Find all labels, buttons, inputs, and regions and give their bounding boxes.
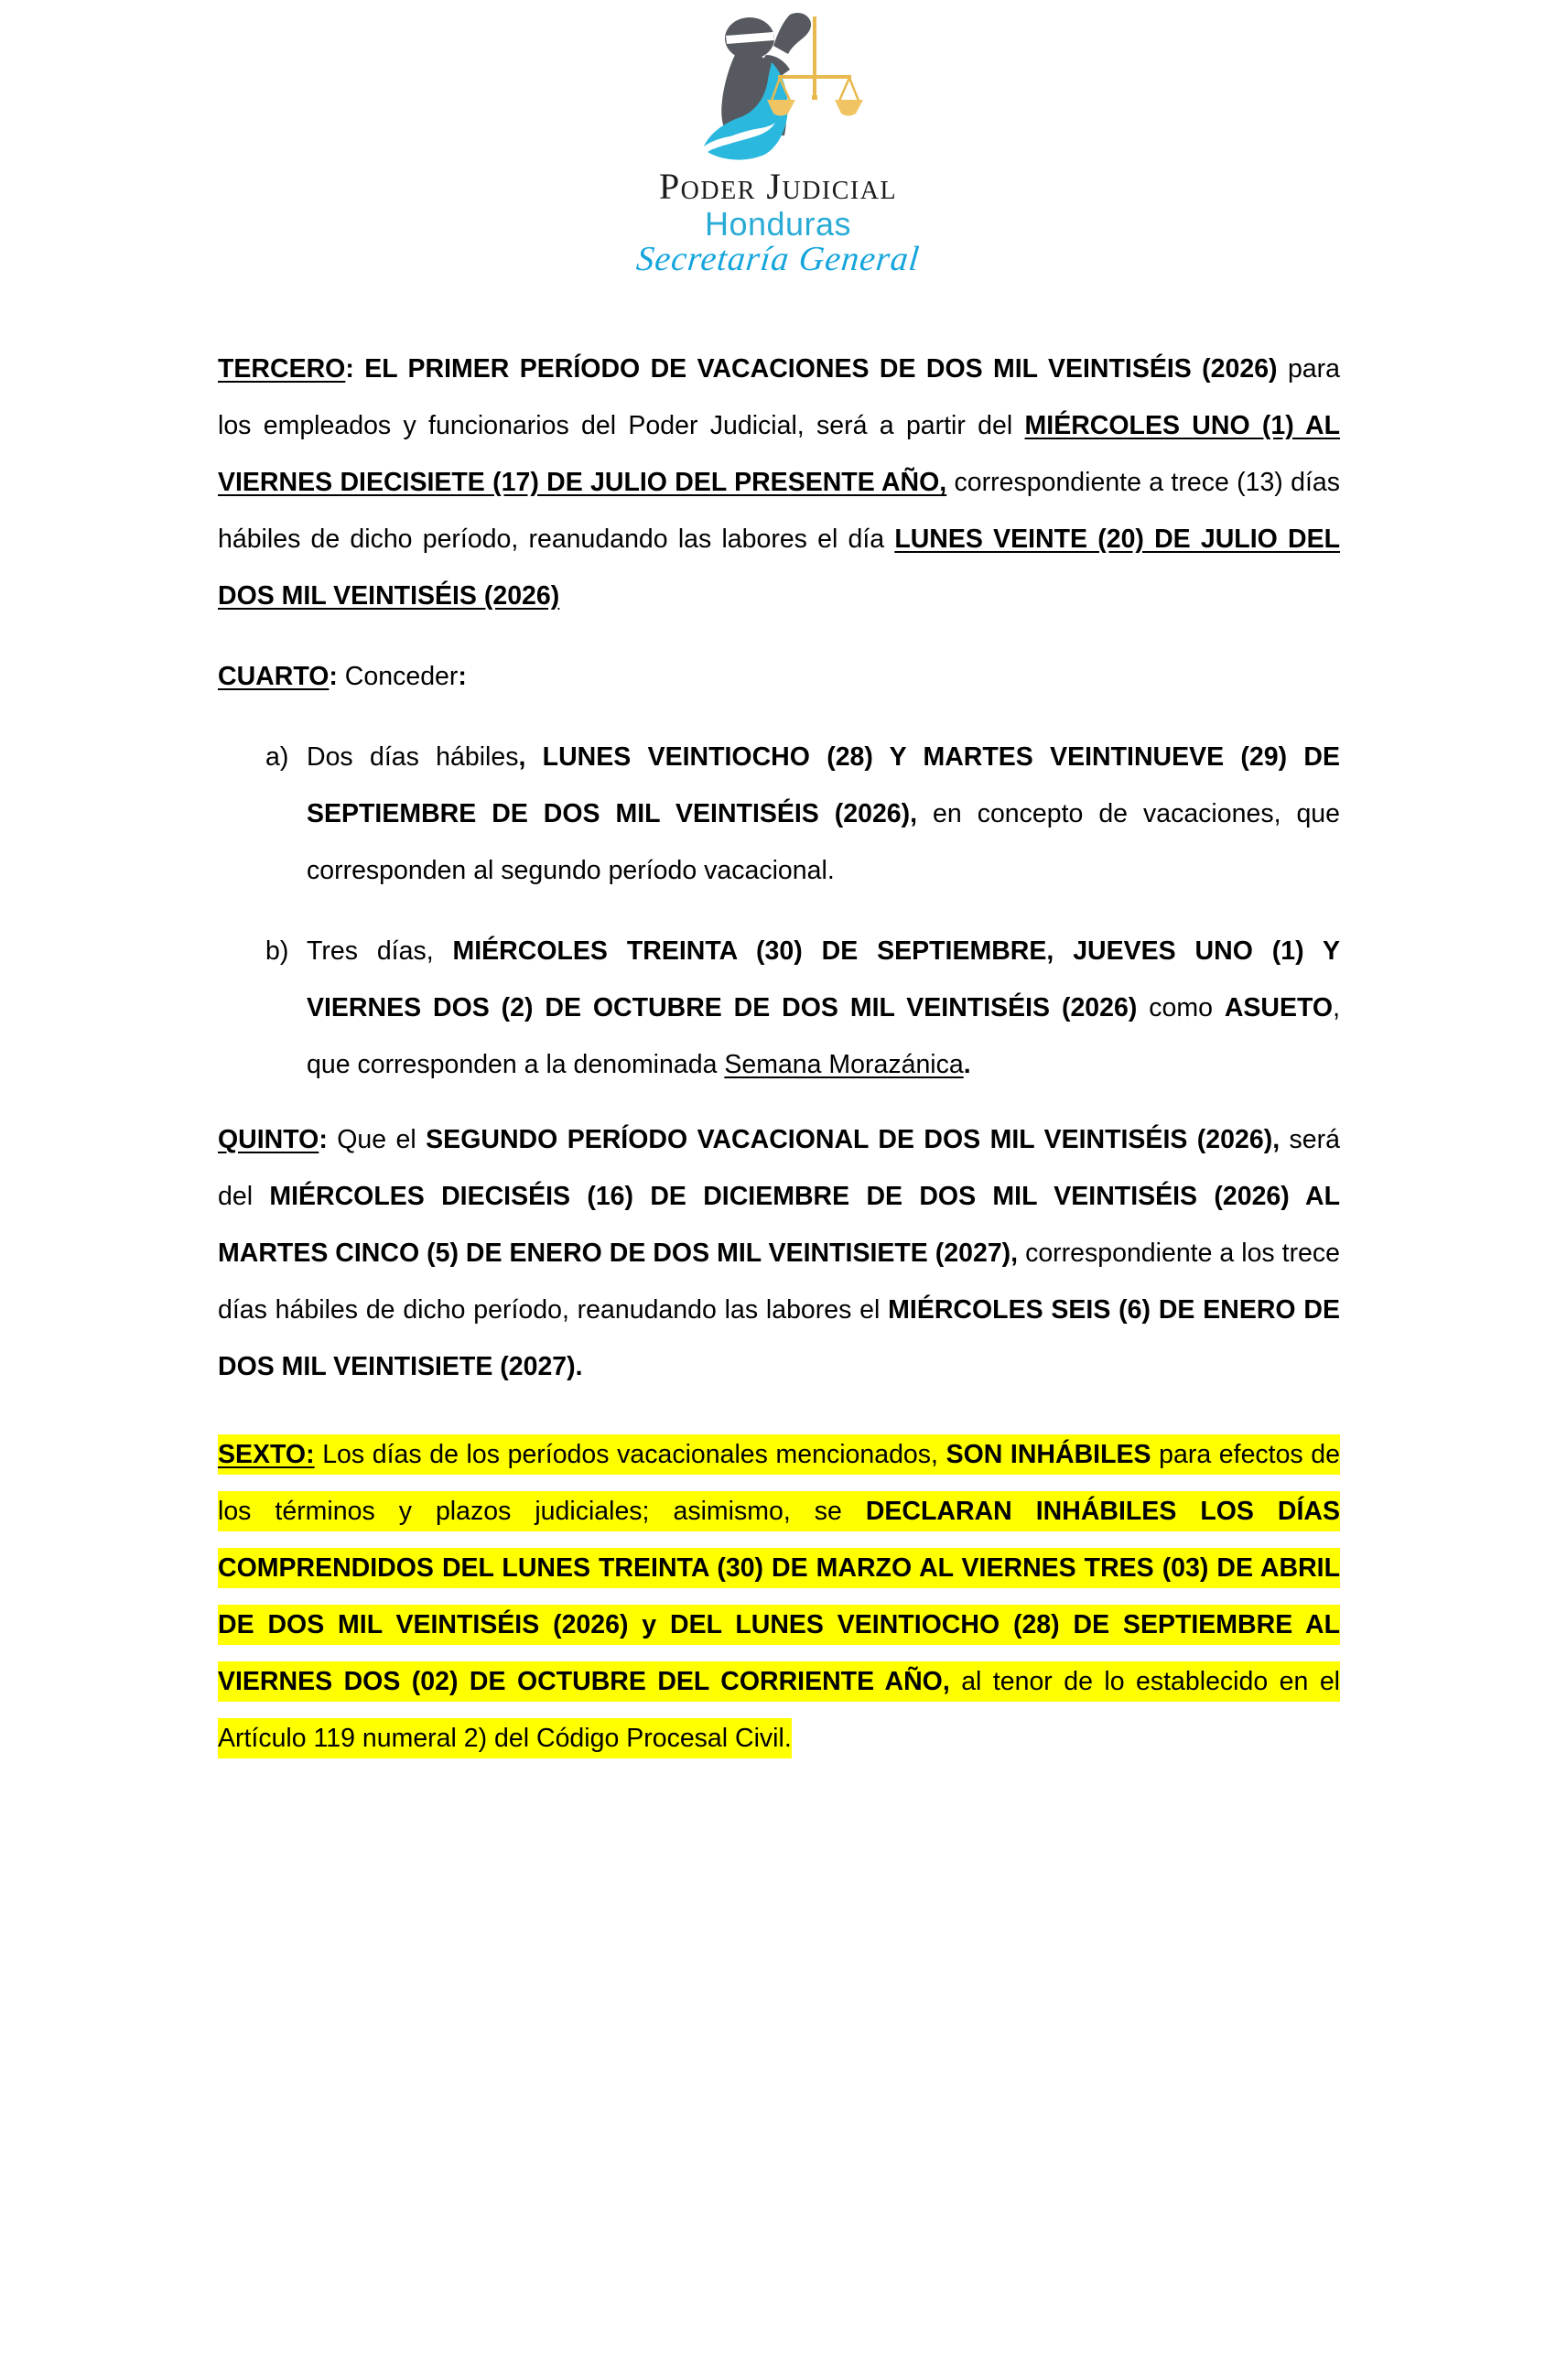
clause-cuarto-colon: : bbox=[329, 662, 338, 691]
clause-sexto-seg5: al tenor de lo establecido en el Artículo 119 numeral 2) del Código Procesal Civil. bbox=[218, 1661, 1340, 1758]
list-item-b-seg4: ASUETO bbox=[1224, 993, 1334, 1022]
clause-quinto-label: QUINTO bbox=[218, 1125, 319, 1154]
clause-quinto bbox=[218, 1111, 1340, 1395]
clause-tercero-seg2: para los empleados y funcionarios del Poder Judicial, será a partir del bbox=[218, 354, 1340, 440]
clause-tercero-seg5: LUNES VEINTE (20) DE JULIO DEL DOS MIL VEINTISÉIS (2026) bbox=[218, 525, 1340, 611]
clause-sexto-seg3: para efectos de los términos y plazos judiciales; asimismo, se bbox=[218, 1434, 1340, 1531]
list-item-marker: a) bbox=[265, 742, 289, 772]
clause-quinto-seg1: Que el bbox=[327, 1125, 427, 1154]
clause-tercero-seg1: EL PRIMER PERÍODO DE VACACIONES DE DOS MIL VEINTISÉIS (2026) bbox=[353, 354, 1278, 384]
clause-quinto-seg6: MIÉRCOLES SEIS (6) DE ENERO DE DOS MIL VEINTISIETE (2027). bbox=[218, 1295, 1340, 1381]
document-body bbox=[218, 341, 1340, 1767]
cuarto-item-list bbox=[218, 729, 1340, 1093]
list-item-b-seg5: , que corresponden a la denominada bbox=[307, 993, 1340, 1079]
list-item-a-seg1: Dos días hábiles bbox=[307, 742, 519, 772]
lady-justice-scales-logo-icon bbox=[682, 9, 874, 165]
clause-tercero bbox=[218, 341, 1340, 624]
brand-title: Poder Judicial bbox=[658, 166, 898, 207]
list-item-b-seg7: . bbox=[963, 1050, 971, 1079]
clause-tercero-seg3: MIÉRCOLES UNO (1) AL VIERNES DIECISIETE (17) DE JULIO DEL PRESENTE AÑO, bbox=[218, 411, 1341, 497]
clause-tercero-seg4: correspondiente a trece (13) días hábiles de dicho período, reanudando las labores el día bbox=[218, 468, 1340, 554]
clause-quinto-colon: : bbox=[319, 1125, 328, 1154]
clause-quinto-seg4: MIÉRCOLES DIECISÉIS (16) DE DICIEMBRE DE DOS MIL VEINTISÉIS (2026) AL MARTES CINCO (5) DE ENERO DE DOS MIL VEINTISIETE (2027), bbox=[218, 1182, 1340, 1268]
clause-quinto-seg2: SEGUNDO PERÍODO VACACIONAL DE DOS MIL VEINTISÉIS (2026), bbox=[426, 1125, 1280, 1154]
brand-subtitle: Honduras bbox=[704, 205, 852, 243]
office-name: Secretaría General bbox=[634, 239, 922, 278]
list-item-b-seg1: Tres días, bbox=[307, 936, 453, 966]
clause-cuarto bbox=[218, 648, 1340, 705]
list-item-b-seg3: como bbox=[1137, 993, 1225, 1022]
letterhead bbox=[0, 9, 1556, 278]
list-item bbox=[218, 729, 1340, 899]
list-item-a-seg3: en concepto de vacaciones, que corresponden al segundo período vacacional. bbox=[307, 799, 1340, 885]
clause-sexto-seg2: SON INHÁBILES bbox=[946, 1434, 1151, 1475]
clause-cuarto-label: CUARTO bbox=[218, 662, 330, 691]
clause-sexto-highlighted-block bbox=[218, 1426, 1340, 1767]
list-item-b-seg2: MIÉRCOLES TREINTA (30) DE SEPTIEMBRE, JUEVES UNO (1) Y VIERNES DOS (2) DE OCTUBRE DE DOS MIL VEINTISÉIS (2026) bbox=[307, 936, 1340, 1022]
clause-sexto-seg4: DECLARAN INHÁBILES LOS DÍAS COMPRENDIDOS DEL LUNES TREINTA (30) DE MARZO AL VIERNES TRES (03) DE ABRIL DE DOS MIL VEINTISÉIS (2026) y DEL LUNES VEINTIOCHO (28) DE SEPTIEMBRE AL VIERNES DOS (02) DE OCTUBRE DEL CORRIENTE AÑO, bbox=[218, 1491, 1340, 1702]
clause-cuarto-seg1: Conceder bbox=[337, 662, 459, 691]
clause-quinto-seg5: correspondiente a los trece días hábiles de dicho período, reanudando las labores el bbox=[218, 1239, 1341, 1325]
list-item-b-seg6: Semana Morazánica bbox=[724, 1050, 964, 1079]
list-item-marker: b) bbox=[265, 936, 289, 966]
list-item-a-seg2: , LUNES VEINTIOCHO (28) Y MARTES VEINTINUEVE (29) DE SEPTIEMBRE DE DOS MIL VEINTISÉIS (2026), bbox=[307, 742, 1340, 828]
clause-tercero-colon: : bbox=[345, 354, 354, 384]
clause-sexto-seg1: Los días de los períodos vacacionales mencionados, bbox=[315, 1434, 946, 1475]
clause-sexto bbox=[218, 1426, 1340, 1767]
clause-sexto-label: SEXTO: bbox=[218, 1434, 315, 1475]
list-item bbox=[218, 923, 1340, 1093]
clause-cuarto-seg2: : bbox=[458, 662, 467, 691]
clause-tercero-label: TERCERO bbox=[218, 354, 346, 384]
clause-quinto-seg3: será del bbox=[218, 1125, 1340, 1211]
